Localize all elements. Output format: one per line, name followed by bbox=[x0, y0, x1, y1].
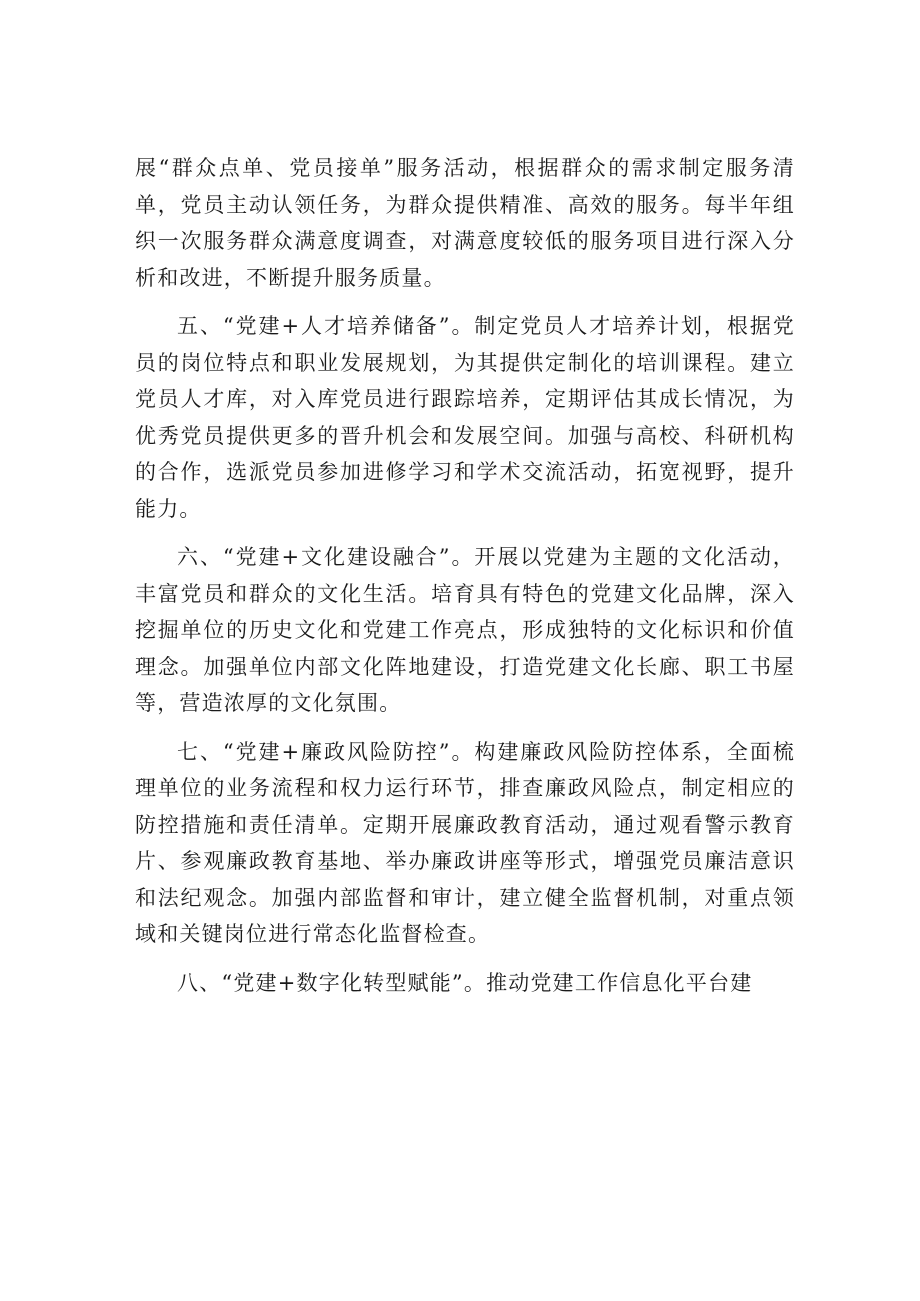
paragraph-section-seven: 七、“党建+廉政风险防控”。构建廉政风险防控体系，全面梳理单位的业务流程和权力运行环节，排查廉政风险点，制定相应的防控措施和责任清单。定期开展廉政教育活动，通过观看警示教育片、参观廉政教育基地、举办廉政讲座等形式，增强党员廉洁意识和法纪观念。加强内部监督和审计，建立健全监督机制，对重点领域和关键岗位进行常态化监督检查。 bbox=[135, 739, 795, 946]
paragraph-section-five: 五、“党建+人才培养储备”。制定党员人才培养计划，根据党员的岗位特点和职业发展规划，为其提供定制化的培训课程。建立党员人才库，对入库党员进行跟踪培养，定期评估其成长情况，为优秀党员提供更多的晋升机会和发展空间。加强与高校、科研机构的合作，选派党员参加进修学习和学术交流活动，拓宽视野，提升能力。 bbox=[135, 314, 795, 521]
paragraph-continuation: 展“群众点单、党员接单”服务活动，根据群众的需求制定服务清单，党员主动认领任务，为群众提供精准、高效的服务。每半年组织一次服务群众满意度调查，对满意度较低的服务项目进行深入分析和改进，不断提升服务质量。 bbox=[135, 156, 795, 290]
paragraph-section-eight: 八、“党建+数字化转型赋能”。推动党建工作信息化平台建 bbox=[177, 970, 753, 995]
document-body bbox=[135, 150, 795, 1013]
paragraph-section-six: 六、“党建+文化建设融合”。开展以党建为主题的文化活动，丰富党员和群众的文化生活。培育具有特色的党建文化品牌，深入挖掘单位的历史文化和党建工作亮点，形成独特的文化标识和价值理念。加强单位内部文化阵地建设，打造党建文化长廊、职工书屋等，营造浓厚的文化氛围。 bbox=[135, 545, 795, 715]
